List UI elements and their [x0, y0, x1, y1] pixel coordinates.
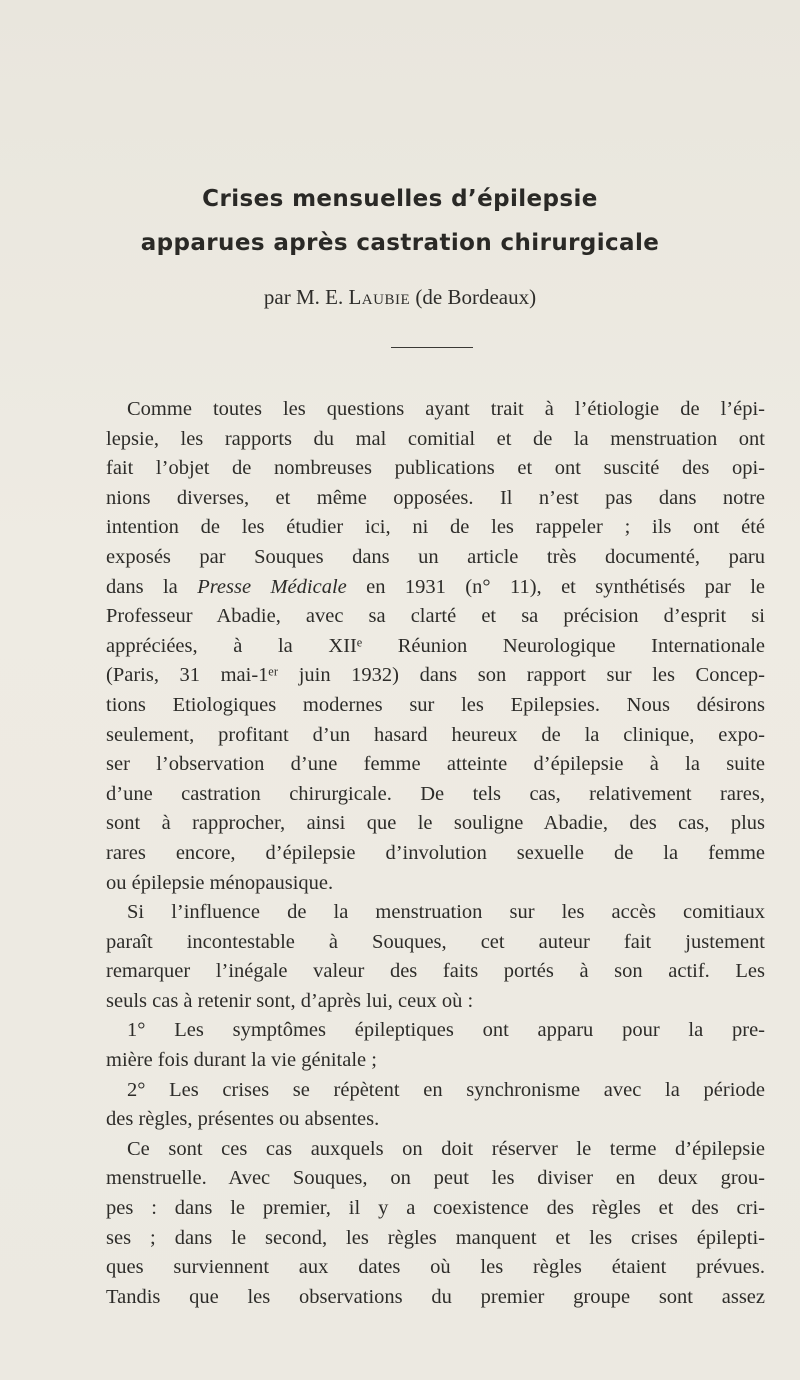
body-line: Tandis que les observations du premier groupe sont assez [106, 1285, 765, 1308]
body-line-end: en 1931 (n° 11), et synthétisés par le [366, 575, 766, 598]
body-line: ou épilepsie ménopausique. [106, 871, 334, 894]
body-line: Ce sont ces cas auxquels on doit réserver le terme d’épilepsie [127, 1137, 765, 1160]
body-line: ser l’observation d’une femme atteinte d’épilepsie à la suite [106, 753, 765, 776]
body-line: fait l’objet de nombreuses publications et ont suscité des opi- [106, 457, 765, 480]
body-line-start: dans la [106, 575, 198, 598]
body-line: nions diverses, et même opposées. Il n’est pas dans notre [106, 486, 765, 509]
body-line: ques surviennent aux dates où les règles étaient prévues. [106, 1256, 765, 1279]
journal-title: Presse Médicale [197, 575, 347, 598]
body-line: (Paris, 31 mai-1ᵉʳ juin 1932) dans son rapport sur les Concep- [106, 664, 765, 687]
byline-author: Laubie [348, 285, 411, 309]
body-line: menstruelle. Avec Souques, on peut les diviser en deux grou- [106, 1167, 765, 1190]
body-line: Comme toutes les questions ayant trait à l’étiologie de l’épi- [127, 398, 765, 420]
byline-affiliation: (de Bordeaux) [410, 285, 537, 309]
article-title-line-2: apparues après castration chirurgicale [140, 230, 660, 256]
body-line [106, 573, 765, 603]
body-line: Professeur Abadie, avec sa clarté et sa précision d’esprit si [106, 605, 765, 628]
body-line: seuls cas à retenir sont, d’après lui, ceux où : [106, 989, 474, 1012]
body-line: appréciées, à la XIIᵉ Réunion Neurologique Internationale [106, 634, 765, 657]
body-line: seulement, profitant d’un hasard heureux de la clinique, expo- [106, 723, 765, 746]
body-line: pes : dans le premier, il y a coexistence des règles et des cri- [106, 1197, 765, 1220]
body-line: mière fois durant la vie génitale ; [106, 1049, 377, 1072]
byline-prefix: par M. E. [263, 285, 349, 309]
body-line: exposés par Souques dans un article très documenté, paru [106, 545, 765, 568]
title-separator-rule [391, 347, 473, 348]
body-line: Si l’influence de la menstruation sur les accès comitiaux [127, 901, 765, 924]
body-line: lepsie, les rapports du mal comitial et de la menstruation ont [106, 427, 765, 450]
article-body [106, 395, 765, 1312]
list-item-2: 2° Les crises se répètent en synchronisme avec la période [127, 1078, 765, 1101]
body-line: rares encore, d’épilepsie d’involution sexuelle de la femme [106, 841, 765, 864]
article-byline [0, 285, 800, 310]
list-item-1: 1° Les symptômes épileptiques ont apparu pour la pre- [127, 1019, 765, 1042]
body-line: ses ; dans le second, les règles manquent et les crises épilepti- [106, 1226, 765, 1249]
body-line: tions Etiologiques modernes sur les Epilepsies. Nous désirons [106, 693, 765, 716]
body-line: d’une castration chirurgicale. De tels cas, relativement rares, [106, 782, 765, 805]
body-line: des règles, présentes ou absentes. [106, 1108, 380, 1131]
body-line: intention de les étudier ici, ni de les rappeler ; ils ont été [106, 516, 765, 539]
body-line: remarquer l’inégale valeur des faits portés à son actif. Les [106, 960, 765, 983]
article-title-line-1: Crises mensuelles d’épilepsie [202, 186, 598, 212]
body-line: paraît incontestable à Souques, cet auteur fait justement [106, 930, 765, 953]
body-line: sont à rapprocher, ainsi que le souligne Abadie, des cas, plus [106, 812, 765, 835]
